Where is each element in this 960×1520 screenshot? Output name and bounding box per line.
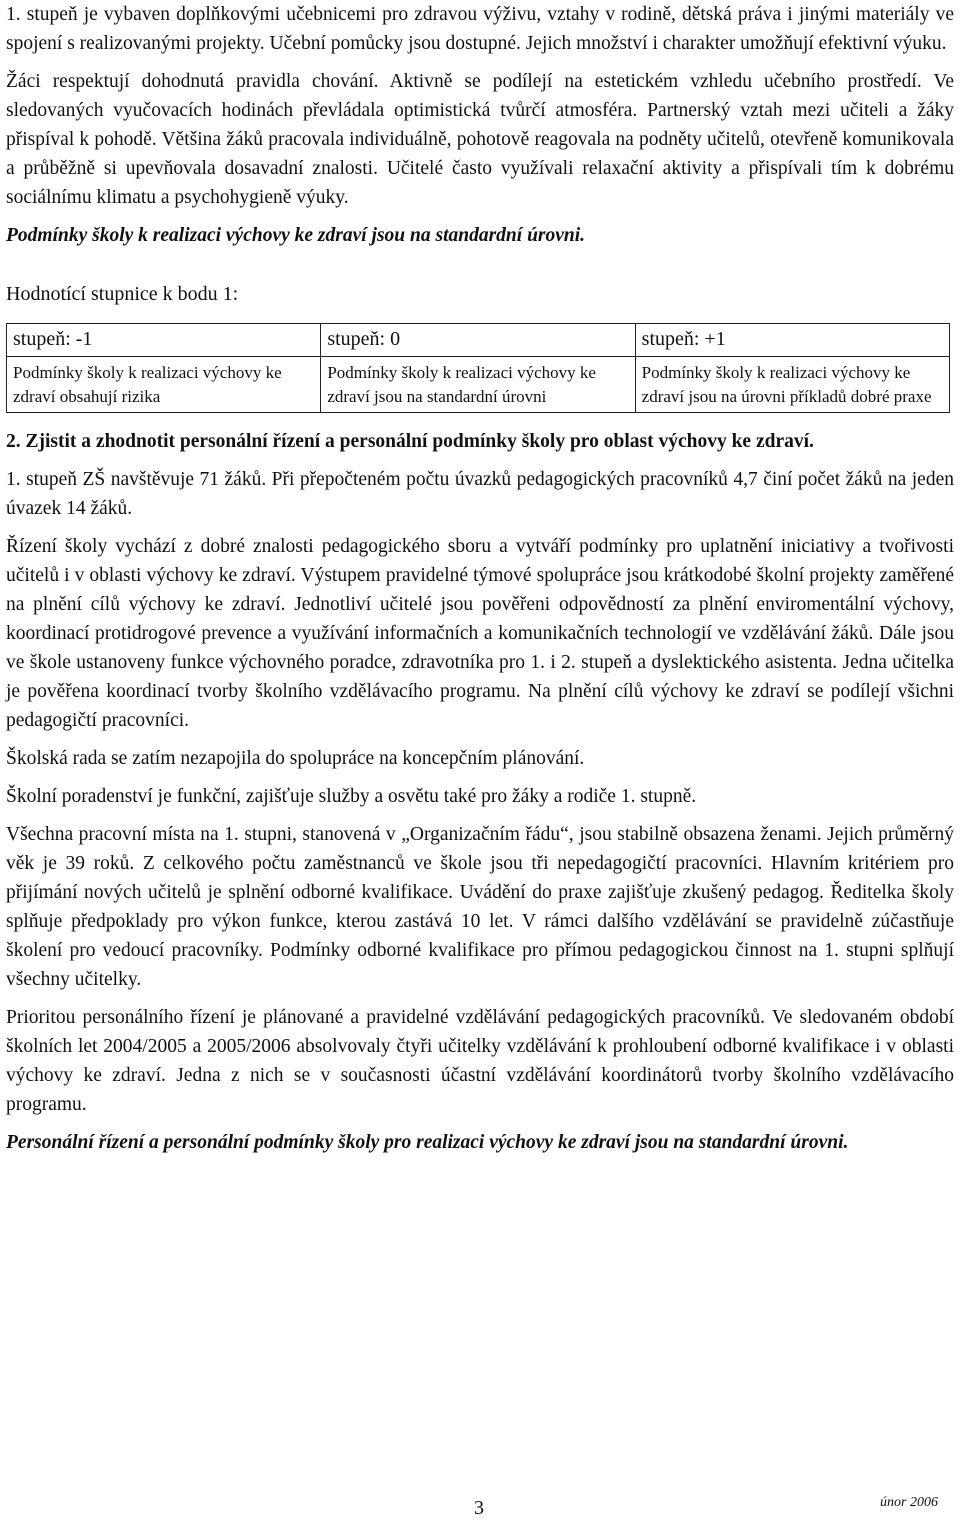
rating-header-plus-1: stupeň: +1	[635, 324, 949, 357]
section-2-title: 2. Zjistit a zhodnotit personální řízení a personální podmínky školy pro oblast výchovy ke zdraví.	[6, 431, 814, 452]
footer-date: únor 2006	[880, 1495, 938, 1510]
rating-cell-plus-1: Podmínky školy k realizaci výchovy ke zdraví jsou na úrovni příkladů dobré praxe	[635, 357, 949, 413]
rating-scale-table	[6, 323, 950, 413]
document-page	[6, 0, 954, 1157]
conclusion-point-1: Podmínky školy k realizaci výchovy ke zdraví jsou na standardní úrovni.	[6, 225, 586, 246]
paragraph-pupils-behavior: Žáci respektují dohodnutá pravidla chování. Aktivně se podílejí na estetickém vzhledu učebního prostředí. Ve sledovaných vyučovacích hodinách převládala optimistická tvůrčí atmosféra. Partnerský vztah mezi učiteli a žáky přispíval k pohodě. Většina žáků pracovala individuálně, pohotově reagovala na podněty učitelů, otevřeně komunikovala a průběžně si upevňovala dosavadní znalosti. Učitelé často využívali relaxační aktivity a přispívali tím k dobrému sociálnímu klimatu a psychohygieně výuky.	[6, 71, 954, 208]
paragraph-pupil-count: 1. stupeň ZŠ navštěvuje 71 žáků. Při přepočteném počtu úvazků pedagogických pracovníků 4,7 činí počet žáků na jeden úvazek 14 žáků.	[6, 469, 954, 519]
paragraph-staffing: Všechna pracovní místa na 1. stupni, stanovená v „Organizačním řádu“, jsou stabilně obsazena ženami. Jejich průměrný věk je 39 roků. Z celkového počtu zaměstnanců ve škole jsou tři nepedagogičtí pracovníci. Hlavním kritériem pro přijímání nových učitelů je splnění odborné kvalifikace. Uvádění do praxe zajišťuje zkušený pedagog. Ředitelka školy splňuje předpoklady pro výkon funkce, kterou zastává 10 let. V rámci dalšího vzdělávání se pravidelně zúčastňuje školení pro vedoucí pracovníky. Podmínky odborné kvalifikace pro přímou pedagogickou činnost na 1. stupni splňují všechny učitelky.	[6, 824, 954, 990]
rating-scale-body-row	[7, 357, 950, 413]
rating-cell-0: Podmínky školy k realizaci výchovy ke zdraví jsou na standardní úrovni	[321, 357, 635, 413]
paragraph-school-board: Školská rada se zatím nezapojila do spolupráce na koncepčním plánování.	[6, 748, 585, 769]
paragraph-staff-education: Prioritou personálního řízení je plánované a pravidelné vzdělávání pedagogických pracovníků. Ve sledovaném období školních let 2004/2005 a 2005/2006 absolvovaly čtyři učitelky vzdělávání k prohloubení odborné kvalifikace i v oblasti výchovy ke zdraví. Jedna z nich se v současnosti účastní vzdělávání koordinátorů tvorby školního vzdělávacího programu.	[6, 1007, 954, 1115]
conclusion-point-2: Personální řízení a personální podmínky školy pro realizaci výchovy ke zdraví jsou na standardní úrovni.	[6, 1132, 849, 1153]
paragraph-teaching-aids: 1. stupeň je vybaven doplňkovými učebnicemi pro zdravou výživu, vztahy v rodině, dětská práva i jinými materiály ve spojení s realizovanými projekty. Učební pomůcky jsou dostupné. Jejich množství i charakter umožňují efektivní výuku.	[6, 4, 954, 54]
paragraph-school-management: Řízení školy vychází z dobré znalosti pedagogického sboru a vytváří podmínky pro uplatnění iniciativy a tvořivosti učitelů i v oblasti výchovy ke zdraví. Výstupem pravidelné týmové spolupráce jsou krátkodobé školní projekty zaměřené na plnění cílů výchovy ke zdraví. Jednotliví učitelé jsou pověřeni odpovědností za plnění enviromentální výchovy, koordinací protidrogové prevence a využívání informačních a komunikačních technologií ve vzdělávání žáků. Dále jsou ve škole ustanoveny funkce výchovného poradce, zdravotníka pro 1. i 2. stupeň a dyslektického asistenta. Jedna učitelka je pověřena koordinací tvorby školního vzdělávacího programu. Na plnění cílů výchovy ke zdraví se podílejí všichni pedagogičtí pracovníci.	[6, 536, 954, 731]
page-number: 3	[474, 1497, 484, 1519]
rating-scale-heading: Hodnotící stupnice k bodu 1:	[6, 283, 239, 305]
rating-cell-minus-1: Podmínky školy k realizaci výchovy ke zdraví obsahují rizika	[7, 357, 321, 413]
paragraph-counseling: Školní poradenství je funkční, zajišťuje služby a osvětu také pro žáky a rodiče 1. stupně.	[6, 786, 697, 807]
rating-header-minus-1: stupeň: -1	[7, 324, 321, 357]
rating-header-0: stupeň: 0	[321, 324, 635, 357]
rating-scale-header-row	[7, 324, 950, 357]
